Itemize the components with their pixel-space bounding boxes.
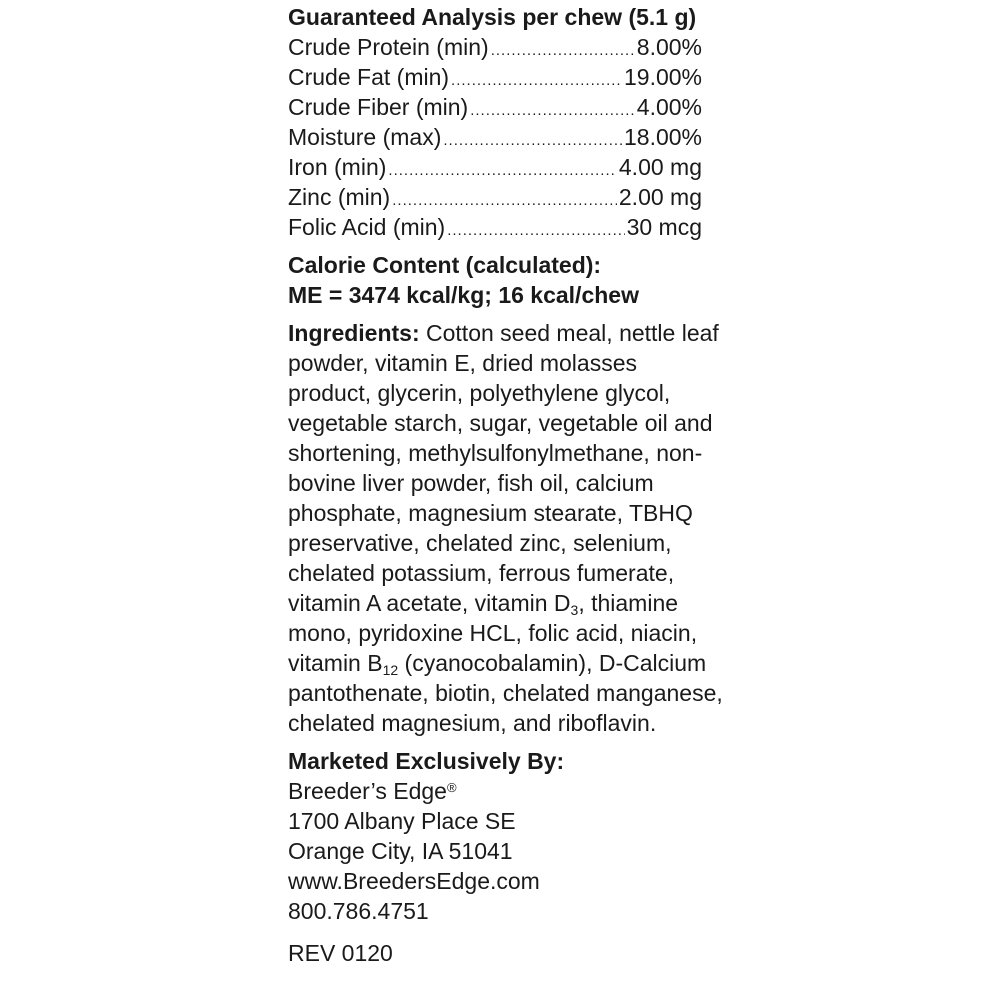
analysis-row-folic-acid: [288, 212, 702, 242]
dot-leader: [443, 126, 622, 156]
ingredients-text: , thiamine mono, pyridoxine HCL, folic acid, niacin, vitamin B: [288, 590, 698, 676]
product-label: [288, 2, 728, 968]
analysis-row-value: 2.00 mg: [618, 184, 702, 210]
marketer-info: [288, 746, 728, 926]
analysis-row-zinc: [288, 182, 702, 212]
analysis-row-crude-protein: [288, 32, 702, 62]
dot-leader: [451, 66, 622, 96]
analysis-row-value: 30 mcg: [626, 214, 702, 240]
analysis-row-name: Zinc (min): [288, 184, 391, 210]
analysis-row-moisture: [288, 122, 702, 152]
analysis-row-value: 4.00%: [636, 94, 702, 120]
ingredients-label: Ingredients:: [288, 320, 420, 346]
ingredients: [288, 318, 728, 738]
analysis-row-name: Folic Acid (min): [288, 214, 446, 240]
analysis-row-name: Moisture (max): [288, 124, 442, 150]
analysis-row-name: Crude Fiber (min): [288, 94, 469, 120]
analysis-row-value: 18.00%: [623, 124, 702, 150]
dot-leader: [491, 36, 635, 66]
phone-number: 800.786.4751: [288, 898, 429, 924]
analysis-row-value: 19.00%: [623, 64, 702, 90]
analysis-row-iron: [288, 152, 702, 182]
analysis-row-crude-fat: [288, 62, 702, 92]
dot-leader: [447, 216, 624, 246]
address-line-2: Orange City, IA 51041: [288, 838, 513, 864]
analysis-row-name: Iron (min): [288, 154, 387, 180]
calorie-title: Calorie Content (calculated):: [288, 252, 602, 278]
dot-leader: [388, 156, 616, 186]
ingredients-paragraph: [288, 318, 724, 738]
ingredients-text: Cotton seed meal, nettle leaf powder, vitamin E, dried molasses product, glycerin, polyethylene glycol, vegetable starch, sugar, vegetable oil and shortening, methylsulfonylmethane, non-bovine liver powder, fish oil, calcium phosphate, magnesium stearate, TBHQ preservative, chelated zinc, selenium, chelated potassium, ferrous fumerate, vitamin A acetate, vitamin D: [288, 320, 719, 616]
ingredients-text: (cyanocobalamin), D-Calcium pantothenate, biotin, chelated manganese, chelated magnesium, and riboflavin.: [288, 650, 723, 736]
analysis-row-name: Crude Fat (min): [288, 64, 450, 90]
analysis-row-name: Crude Protein (min): [288, 34, 489, 60]
analysis-row-value: 8.00%: [636, 34, 702, 60]
calorie-content: [288, 250, 728, 310]
vitamin-b-subscript: 12: [382, 662, 399, 678]
company-name: Breeder’s Edge®: [288, 778, 457, 804]
revision-code: REV 0120: [288, 940, 393, 966]
analysis-row-value: 4.00 mg: [618, 154, 702, 180]
calorie-value: ME = 3474 kcal/kg; 16 kcal/chew: [288, 282, 639, 308]
marketer-title: Marketed Exclusively By:: [288, 748, 565, 774]
guaranteed-analysis: [288, 2, 728, 242]
analysis-row-crude-fiber: [288, 92, 702, 122]
website-link[interactable]: www.BreedersEdge.com: [288, 868, 540, 894]
address-line-1: 1700 Albany Place SE: [288, 808, 516, 834]
vitamin-d-subscript: 3: [570, 602, 579, 618]
analysis-title: Guaranteed Analysis per chew (5.1 g): [288, 4, 697, 30]
dot-leader: [470, 96, 635, 126]
registered-mark: ®: [446, 780, 457, 795]
